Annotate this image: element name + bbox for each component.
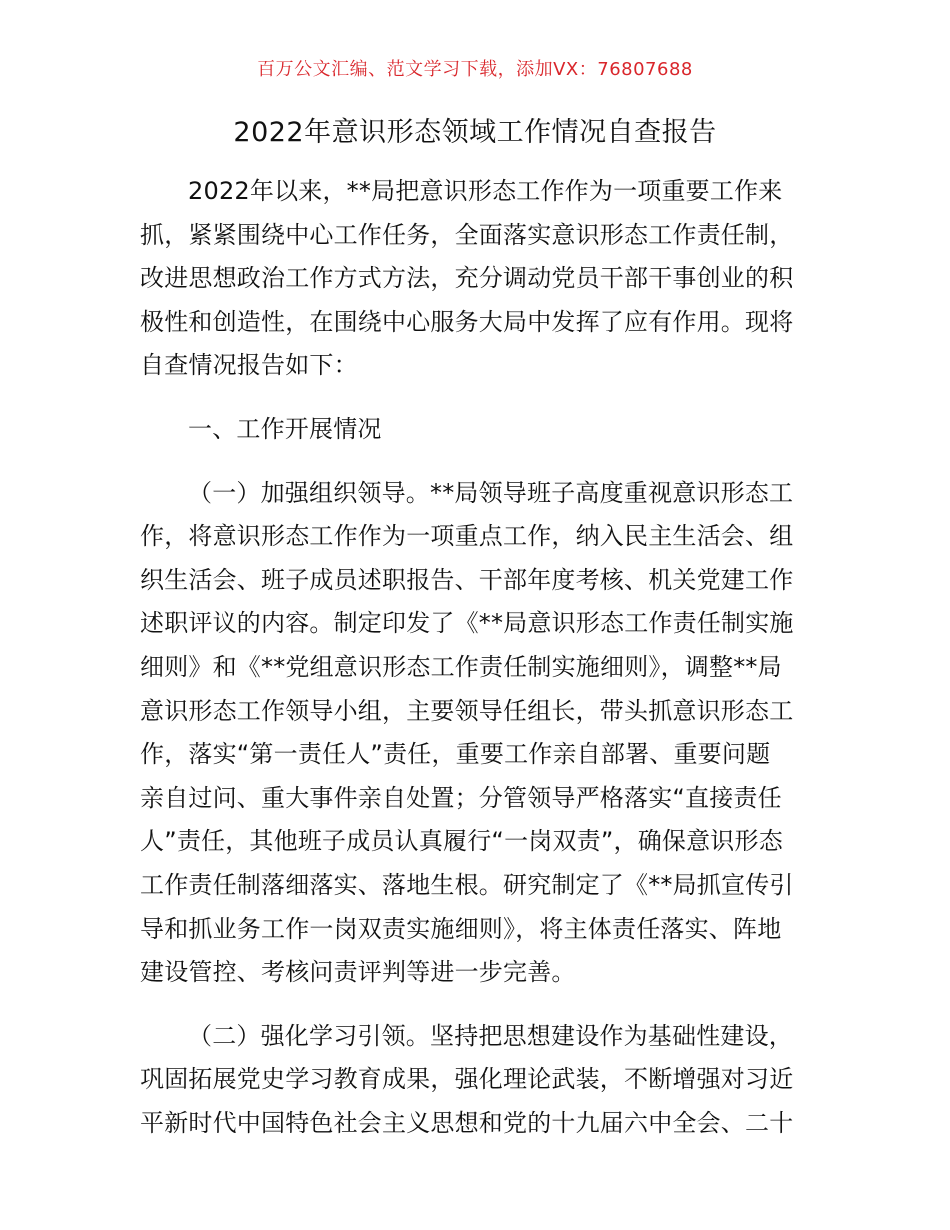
text-line: 抓，紧紧围绕中心工作任务，全面落实意识形态工作责任制， [140, 220, 794, 249]
text-line: （二）强化学习引领。坚持把思想建设作为基础性建设， [188, 1021, 793, 1050]
text-line: 人”责任，其他班子成员认真履行“一岗双责”，确保意识形态 [140, 827, 783, 856]
text-line: 细则》和《**党组意识形态工作责任制实施细则》，调整**局 [140, 652, 782, 681]
text-line: 自查情况报告如下： [140, 351, 358, 380]
subsection-2-paragraph [140, 1015, 812, 1146]
text-line: 作，落实“第一责任人”责任，重要工作亲自部署、重要问题 [140, 740, 771, 769]
watermark-header: 百万公文汇编、范文学习下载，添加VX：76807688 [257, 59, 693, 80]
text-line: 2022年以来，**局把意识形态工作作为一项重要工作来 [188, 177, 783, 205]
text-line: 述职评议的内容。制定印发了《**局意识形态工作责任制实施 [140, 609, 794, 638]
document-body [140, 170, 812, 1165]
intro-paragraph [140, 170, 812, 388]
text-line: （一）加强组织领导。**局领导班子高度重视意识形态工 [188, 478, 794, 507]
text-line: 意识形态工作领导小组，主要领导任组长，带头抓意识形态工 [140, 696, 794, 725]
text-line: 极性和创造性，在围绕中心服务大局中发挥了应有作用。现将 [140, 307, 794, 336]
text-line: 工作责任制落细落实、落地生根。研究制定了《**局抓宣传引 [140, 870, 794, 899]
section-heading-text: 一、工作开展情况 [188, 414, 382, 443]
text-line: 巩固拓展党史学习教育成果，强化理论武装，不断增强对习近 [140, 1065, 794, 1094]
text-line: 建设管控、考核问责评判等进一步完善。 [140, 958, 576, 987]
subsection-1-paragraph [140, 472, 812, 995]
section-heading [140, 408, 812, 452]
document-title: 2022年意识形态领域工作情况自查报告 [233, 117, 717, 148]
text-line: 导和抓业务工作一岗双责实施细则》，将主体责任落实、阵地 [140, 914, 782, 943]
text-line: 作，将意识形态工作作为一项重点工作，纳入民主生活会、组 [140, 522, 794, 551]
text-line: 亲自过问、重大事件亲自处置；分管领导严格落实“直接责任 [140, 783, 782, 812]
text-line: 织生活会、班子成员述职报告、干部年度考核、机关党建工作 [140, 565, 794, 594]
text-line: 平新时代中国特色社会主义思想和党的十九届六中全会、二十 [140, 1108, 794, 1137]
text-line: 改进思想政治工作方式方法，充分调动党员干部干事创业的积 [140, 264, 794, 293]
